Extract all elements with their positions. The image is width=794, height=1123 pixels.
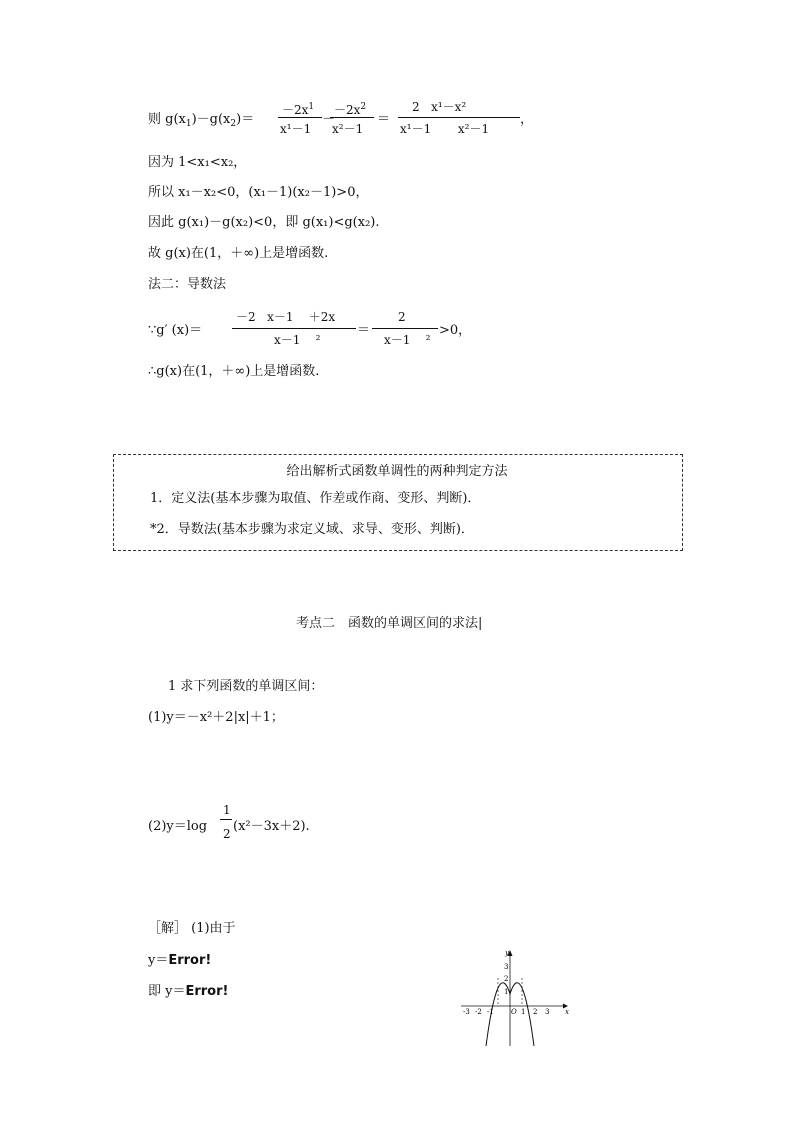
question-1: (1)y＝－x²＋2|x|＋1； bbox=[148, 710, 284, 725]
superscript: 1 bbox=[308, 102, 315, 112]
fraction-3-denominator: x¹－1 x²－1 bbox=[400, 122, 490, 136]
log-base-denominator: 2 bbox=[223, 827, 231, 841]
derivative-equals: ＝ bbox=[357, 323, 371, 338]
trailing-comma: ， bbox=[520, 112, 534, 127]
numerator-text: －2x bbox=[334, 103, 361, 117]
proof-line-2: 因为 1<x₁<x₂， bbox=[148, 155, 247, 170]
origin-label: O bbox=[511, 1008, 517, 1016]
y-tick-label: 3 bbox=[504, 963, 509, 971]
proof-line-3: 所以 x₁－x₂<0，(x₁－1)(x₂－1)>0， bbox=[148, 185, 369, 200]
proof-text: )＝ bbox=[236, 112, 255, 127]
solution-text: 即 y＝ bbox=[148, 984, 186, 999]
fraction-1-bar bbox=[278, 117, 322, 118]
proof-line-4: 因此 g(x₁)－g(x₂)<0，即 g(x₁)<g(x₂). bbox=[148, 215, 380, 230]
subscript: 2 bbox=[230, 119, 237, 129]
derivative-fraction-2-denominator: x－1 ² bbox=[384, 333, 431, 347]
section-heading: 考点二 函数的单调区间的求法| bbox=[296, 616, 483, 631]
box-item-1: 1．定义法(基本步骤为取值、作差或作商、变形、判断)． bbox=[150, 491, 481, 506]
derivative-fraction-1-bar bbox=[232, 328, 356, 329]
derivative-fraction-2-bar bbox=[372, 328, 438, 329]
fraction-2-numerator bbox=[334, 100, 366, 117]
proof-line-5: 故 g(x)在(1，＋∞)上是增函数. bbox=[148, 246, 329, 261]
subscript: 1 bbox=[185, 119, 192, 129]
solution-start: ［解］ (1)由于 bbox=[148, 921, 236, 936]
x-axis-label: x bbox=[565, 1008, 569, 1016]
y-tick-label: 1 bbox=[504, 988, 509, 996]
superscript: 2 bbox=[360, 102, 367, 112]
fraction-1-denominator: x¹－1 bbox=[280, 122, 312, 136]
proof-line-1-lhs bbox=[148, 111, 254, 133]
derivative-fraction-1-denominator: x－1 ² bbox=[274, 333, 321, 347]
proof-line-6: 法二：导数法 bbox=[148, 277, 227, 292]
proof-text: 则 g(x bbox=[148, 112, 186, 127]
y-tick-label: 2 bbox=[504, 975, 509, 983]
numerator-text: －2x bbox=[282, 103, 309, 117]
proof-conclusion: ∴g(x)在(1，＋∞)上是增函数. bbox=[148, 364, 320, 379]
x-tick-label: -1 bbox=[487, 1008, 494, 1016]
fraction-1-numerator bbox=[282, 100, 314, 117]
function-graph bbox=[455, 946, 575, 1050]
solution-text: y＝ bbox=[148, 953, 169, 968]
fraction-2-denominator: x²－1 bbox=[332, 122, 364, 136]
box-title: 给出解析式函数单调性的两种判定方法 bbox=[286, 464, 508, 479]
equals-sign: ＝ bbox=[377, 112, 391, 127]
derivative-lhs: ∵g′ (x)＝ bbox=[148, 323, 203, 338]
x-tick-label: 2 bbox=[533, 1008, 538, 1016]
question-2-argument: (x²－3x＋2). bbox=[233, 819, 310, 834]
error-text: Error! bbox=[168, 953, 212, 968]
derivative-gt-zero: >0， bbox=[439, 323, 472, 338]
proof-text: )－g(x bbox=[191, 112, 231, 127]
error-text: Error! bbox=[185, 984, 229, 999]
y-axis-label: y bbox=[505, 949, 509, 957]
log-base-bar bbox=[220, 819, 232, 820]
fraction-3-bar bbox=[398, 117, 520, 118]
derivative-fraction-2-numerator: 2 bbox=[398, 310, 406, 324]
minus-sign: － bbox=[322, 112, 336, 127]
x-tick-label: 1 bbox=[521, 1008, 526, 1016]
x-tick-label: -3 bbox=[463, 1008, 470, 1016]
log-base-numerator: 1 bbox=[223, 803, 231, 817]
fraction-2-bar bbox=[330, 117, 374, 118]
solution-y-line-1 bbox=[148, 952, 211, 970]
fraction-3-numerator: 2 x¹－x² bbox=[412, 100, 467, 114]
box-item-2: *2．导数法(基本步骤为求定义域、求导、变形、判断)． bbox=[150, 522, 474, 537]
x-tick-label: 3 bbox=[545, 1008, 550, 1016]
x-tick-label: -2 bbox=[475, 1008, 482, 1016]
example-intro: 1 求下列函数的单调区间： bbox=[168, 679, 324, 694]
question-2-prefix: (2)y＝log bbox=[148, 819, 208, 834]
derivative-fraction-1-numerator: －2 x－1 ＋2x bbox=[236, 310, 336, 324]
solution-y-line-2 bbox=[148, 983, 228, 1001]
